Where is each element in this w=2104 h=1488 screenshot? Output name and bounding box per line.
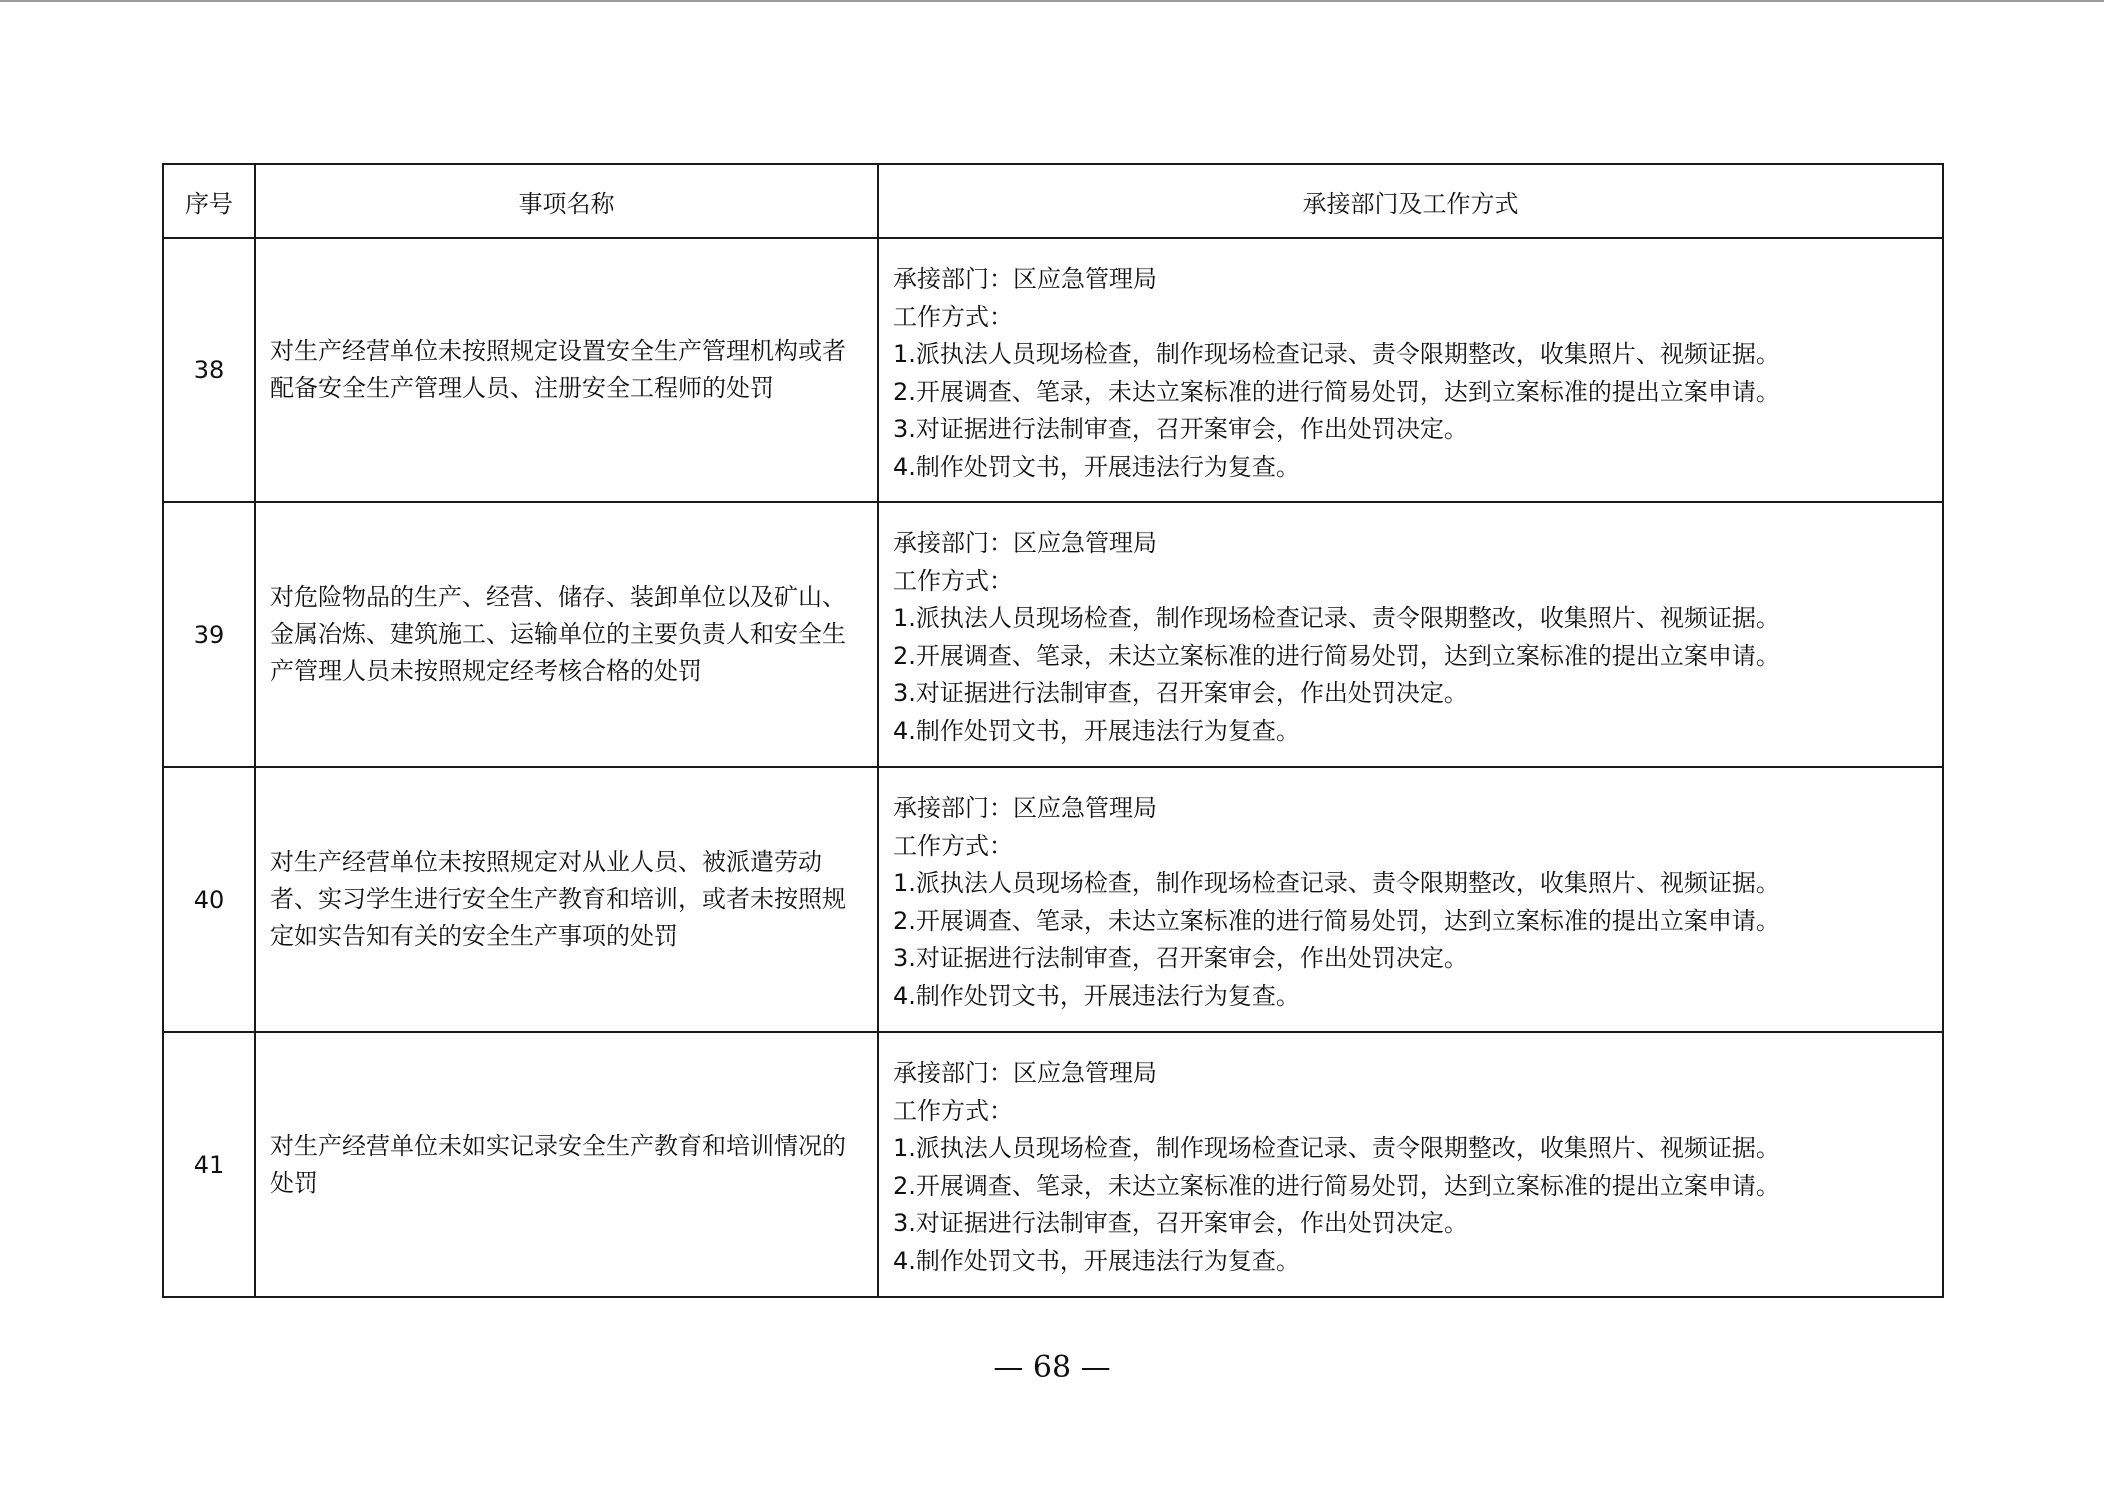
method-step: 2.开展调查、笔录，未达立案标准的进行简易处罚，达到立案标准的提出立案申请。 [893,1171,1780,1200]
method-step: 1.派执法人员现场检查，制作现场检查记录、责令限期整改，收集照片、视频证据。 [893,604,1780,632]
row-number: 39 [163,502,255,767]
method-label: 工作方式： [893,566,1013,595]
page-top-border [0,0,2104,2]
department-line: 承接部门：区应急管理局 [893,1059,1157,1087]
table-row [163,502,1943,767]
method-step: 4.制作处罚文书，开展违法行为复查。 [893,981,1300,1010]
method-step: 3.对证据进行法制审查，召开案审会，作出处罚决定。 [893,1209,1468,1237]
row-department-method [878,767,1943,1032]
method-step: 4.制作处罚文书，开展违法行为复查。 [893,1246,1300,1275]
row-item-name: 对生产经营单位未按照规定设置安全生产管理机构或者配备安全生产管理人员、注册安全工程师的处罚 [255,238,878,502]
row-department-method [878,238,1943,502]
department-line: 承接部门：区应急管理局 [893,794,1157,822]
method-step: 1.派执法人员现场检查，制作现场检查记录、责令限期整改，收集照片、视频证据。 [893,340,1780,368]
header-number: 序号 [163,164,255,238]
row-number: 40 [163,767,255,1032]
table-row [163,1032,1943,1297]
method-step: 3.对证据进行法制审查，召开案审会，作出处罚决定。 [893,679,1468,707]
method-step: 2.开展调查、笔录，未达立案标准的进行简易处罚，达到立案标准的提出立案申请。 [893,906,1780,935]
row-department-method [878,502,1943,767]
items-table [162,163,1944,1298]
method-step: 4.制作处罚文书，开展违法行为复查。 [893,452,1300,481]
method-step: 1.派执法人员现场检查，制作现场检查记录、责令限期整改，收集照片、视频证据。 [893,1134,1780,1162]
method-step: 3.对证据进行法制审查，召开案审会，作出处罚决定。 [893,944,1468,972]
method-step: 3.对证据进行法制审查，召开案审会，作出处罚决定。 [893,415,1468,443]
method-label: 工作方式： [893,302,1013,331]
row-number: 41 [163,1032,255,1297]
page-number: — 68 — [993,1350,1111,1385]
table-row [163,767,1943,1032]
method-step: 1.派执法人员现场检查，制作现场检查记录、责令限期整改，收集照片、视频证据。 [893,869,1780,897]
table-row [163,238,1943,502]
row-item-name: 对危险物品的生产、经营、储存、装卸单位以及矿山、金属冶炼、建筑施工、运输单位的主要负责人和安全生产管理人员未按照规定经考核合格的处罚 [255,502,878,767]
header-item-name: 事项名称 [255,164,878,238]
row-item-name: 对生产经营单位未按照规定对从业人员、被派遣劳动者、实习学生进行安全生产教育和培训，或者未按照规定如实告知有关的安全生产事项的处罚 [255,767,878,1032]
row-item-name: 对生产经营单位未如实记录安全生产教育和培训情况的处罚 [255,1032,878,1297]
method-step: 2.开展调查、笔录，未达立案标准的进行简易处罚，达到立案标准的提出立案申请。 [893,641,1780,670]
row-number: 38 [163,238,255,502]
row-department-method [878,1032,1943,1297]
header-department-method: 承接部门及工作方式 [878,164,1943,238]
method-step: 2.开展调查、笔录，未达立案标准的进行简易处罚，达到立案标准的提出立案申请。 [893,377,1780,406]
department-line: 承接部门：区应急管理局 [893,265,1157,293]
method-step: 4.制作处罚文书，开展违法行为复查。 [893,716,1300,745]
method-label: 工作方式： [893,1096,1013,1125]
table-header-row [163,164,1943,238]
method-label: 工作方式： [893,831,1013,860]
department-line: 承接部门：区应急管理局 [893,529,1157,557]
